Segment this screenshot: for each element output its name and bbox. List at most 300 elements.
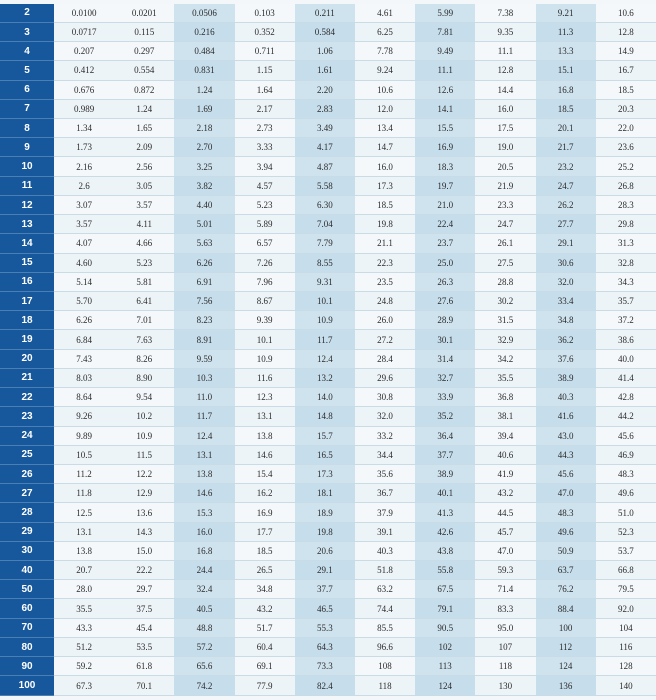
critical-value-cell: 16.0 — [355, 157, 415, 176]
critical-value-cell: 32.0 — [355, 407, 415, 426]
critical-value-cell: 9.21 — [536, 4, 596, 22]
critical-value-cell: 13.8 — [54, 541, 114, 560]
critical-value-cell: 42.6 — [415, 522, 475, 541]
critical-value-cell: 0.0100 — [54, 4, 114, 22]
critical-value-cell: 28.9 — [415, 311, 475, 330]
critical-value-cell: 32.8 — [596, 253, 656, 272]
critical-value-cell: 65.6 — [174, 657, 234, 676]
critical-value-cell: 112 — [536, 637, 596, 656]
critical-value-cell: 71.4 — [475, 580, 535, 599]
degrees-of-freedom-cell: 4 — [0, 42, 54, 61]
critical-value-cell: 42.8 — [596, 388, 656, 407]
critical-value-cell: 14.6 — [235, 445, 295, 464]
critical-value-cell: 7.56 — [174, 291, 234, 310]
critical-value-cell: 136 — [536, 676, 596, 696]
critical-value-cell: 59.3 — [475, 561, 535, 580]
critical-value-cell: 37.7 — [295, 580, 355, 599]
critical-value-cell: 92.0 — [596, 599, 656, 618]
critical-value-cell: 14.1 — [415, 99, 475, 118]
critical-value-cell: 22.0 — [596, 119, 656, 138]
degrees-of-freedom-cell: 20 — [0, 349, 54, 368]
critical-value-cell: 16.8 — [174, 541, 234, 560]
table-row — [0, 272, 656, 291]
critical-value-cell: 4.17 — [295, 138, 355, 157]
critical-value-cell: 36.7 — [355, 484, 415, 503]
table-row — [0, 42, 656, 61]
critical-value-cell: 5.23 — [235, 195, 295, 214]
critical-value-cell: 74.2 — [174, 676, 234, 696]
critical-value-cell: 7.63 — [114, 330, 174, 349]
degrees-of-freedom-cell: 28 — [0, 503, 54, 522]
critical-value-cell: 22.2 — [114, 561, 174, 580]
critical-value-cell: 16.8 — [536, 80, 596, 99]
critical-value-cell: 13.8 — [174, 464, 234, 483]
table-row — [0, 407, 656, 426]
critical-value-cell: 18.3 — [415, 157, 475, 176]
critical-value-cell: 43.0 — [536, 426, 596, 445]
critical-value-cell: 37.9 — [355, 503, 415, 522]
table-row — [0, 119, 656, 138]
critical-value-cell: 79.1 — [415, 599, 475, 618]
degrees-of-freedom-cell: 22 — [0, 388, 54, 407]
critical-value-cell: 13.1 — [174, 445, 234, 464]
critical-value-cell: 27.2 — [355, 330, 415, 349]
critical-value-cell: 88.4 — [536, 599, 596, 618]
table-row — [0, 99, 656, 118]
critical-value-cell: 0.0717 — [54, 22, 114, 41]
critical-value-cell: 27.7 — [536, 215, 596, 234]
critical-value-cell: 17.3 — [295, 464, 355, 483]
critical-value-cell: 19.0 — [475, 138, 535, 157]
critical-value-cell: 0.207 — [54, 42, 114, 61]
critical-value-cell: 9.24 — [355, 61, 415, 80]
table-row — [0, 484, 656, 503]
critical-value-cell: 9.54 — [114, 388, 174, 407]
critical-value-cell: 37.5 — [114, 599, 174, 618]
critical-value-cell: 0.872 — [114, 80, 174, 99]
critical-value-cell: 13.8 — [235, 426, 295, 445]
critical-value-cell: 16.0 — [475, 99, 535, 118]
critical-value-cell: 30.8 — [355, 388, 415, 407]
critical-value-cell: 12.4 — [174, 426, 234, 445]
critical-value-cell: 95.0 — [475, 618, 535, 637]
critical-value-cell: 44.5 — [475, 503, 535, 522]
critical-value-cell: 32.9 — [475, 330, 535, 349]
critical-value-cell: 0.211 — [295, 4, 355, 22]
critical-value-cell: 8.91 — [174, 330, 234, 349]
critical-value-cell: 43.2 — [475, 484, 535, 503]
critical-value-cell: 26.3 — [415, 272, 475, 291]
critical-value-cell: 11.1 — [415, 61, 475, 80]
critical-value-cell: 5.99 — [415, 4, 475, 22]
critical-value-cell: 15.7 — [295, 426, 355, 445]
table-row — [0, 22, 656, 41]
critical-value-cell: 40.3 — [536, 388, 596, 407]
critical-value-cell: 37.7 — [415, 445, 475, 464]
degrees-of-freedom-cell: 70 — [0, 618, 54, 637]
critical-value-cell: 5.01 — [174, 215, 234, 234]
critical-value-cell: 64.3 — [295, 637, 355, 656]
table-row — [0, 157, 656, 176]
critical-value-cell: 23.3 — [475, 195, 535, 214]
critical-value-cell: 26.0 — [355, 311, 415, 330]
critical-value-cell: 30.2 — [475, 291, 535, 310]
critical-value-cell: 9.59 — [174, 349, 234, 368]
critical-value-cell: 26.5 — [235, 561, 295, 580]
degrees-of-freedom-cell: 10 — [0, 157, 54, 176]
degrees-of-freedom-cell: 27 — [0, 484, 54, 503]
critical-value-cell: 49.6 — [536, 522, 596, 541]
critical-value-cell: 57.2 — [174, 637, 234, 656]
critical-value-cell: 2.6 — [54, 176, 114, 195]
critical-value-cell: 11.2 — [54, 464, 114, 483]
critical-value-cell: 5.14 — [54, 272, 114, 291]
critical-value-cell: 14.8 — [295, 407, 355, 426]
critical-value-cell: 34.8 — [235, 580, 295, 599]
critical-value-cell: 11.7 — [174, 407, 234, 426]
critical-value-cell: 34.4 — [355, 445, 415, 464]
critical-value-cell: 26.1 — [475, 234, 535, 253]
critical-value-cell: 3.07 — [54, 195, 114, 214]
critical-value-cell: 14.9 — [596, 42, 656, 61]
critical-value-cell: 4.11 — [114, 215, 174, 234]
critical-value-cell: 69.1 — [235, 657, 295, 676]
critical-value-cell: 24.8 — [355, 291, 415, 310]
critical-value-cell: 14.0 — [295, 388, 355, 407]
critical-value-cell: 0.103 — [235, 4, 295, 22]
degrees-of-freedom-cell: 50 — [0, 580, 54, 599]
critical-value-cell: 0.297 — [114, 42, 174, 61]
critical-value-cell: 12.5 — [54, 503, 114, 522]
critical-value-cell: 40.5 — [174, 599, 234, 618]
critical-value-cell: 4.60 — [54, 253, 114, 272]
table-row — [0, 311, 656, 330]
critical-value-cell: 46.5 — [295, 599, 355, 618]
critical-value-cell: 15.5 — [415, 119, 475, 138]
critical-value-cell: 10.1 — [235, 330, 295, 349]
critical-value-cell: 41.9 — [475, 464, 535, 483]
critical-value-cell: 39.4 — [475, 426, 535, 445]
critical-value-cell: 118 — [355, 676, 415, 696]
degrees-of-freedom-cell: 80 — [0, 637, 54, 656]
critical-value-cell: 49.6 — [596, 484, 656, 503]
critical-value-cell: 7.04 — [295, 215, 355, 234]
critical-value-cell: 26.2 — [536, 195, 596, 214]
critical-value-cell: 11.6 — [235, 368, 295, 387]
critical-value-cell: 1.69 — [174, 99, 234, 118]
critical-value-cell: 2.73 — [235, 119, 295, 138]
critical-value-cell: 51.2 — [54, 637, 114, 656]
critical-value-cell: 13.1 — [54, 522, 114, 541]
critical-value-cell: 0.216 — [174, 22, 234, 41]
critical-value-cell: 10.3 — [174, 368, 234, 387]
table-row — [0, 503, 656, 522]
table-row — [0, 541, 656, 560]
table-body — [0, 4, 656, 696]
critical-value-cell: 70.1 — [114, 676, 174, 696]
critical-value-cell: 107 — [475, 637, 535, 656]
critical-value-cell: 4.40 — [174, 195, 234, 214]
critical-value-cell: 15.4 — [235, 464, 295, 483]
critical-value-cell: 3.49 — [295, 119, 355, 138]
degrees-of-freedom-cell: 25 — [0, 445, 54, 464]
critical-value-cell: 0.676 — [54, 80, 114, 99]
critical-value-cell: 73.3 — [295, 657, 355, 676]
critical-value-cell: 6.26 — [54, 311, 114, 330]
critical-value-cell: 24.7 — [475, 215, 535, 234]
critical-value-cell: 21.1 — [355, 234, 415, 253]
critical-value-cell: 13.2 — [295, 368, 355, 387]
table-row — [0, 426, 656, 445]
critical-value-cell: 23.6 — [596, 138, 656, 157]
degrees-of-freedom-cell: 12 — [0, 195, 54, 214]
critical-value-cell: 20.3 — [596, 99, 656, 118]
critical-value-cell: 43.8 — [415, 541, 475, 560]
critical-value-cell: 7.38 — [475, 4, 535, 22]
critical-value-cell: 19.8 — [295, 522, 355, 541]
table-row — [0, 522, 656, 541]
critical-value-cell: 96.6 — [355, 637, 415, 656]
critical-value-cell: 15.3 — [174, 503, 234, 522]
critical-value-cell: 35.5 — [54, 599, 114, 618]
critical-value-cell: 10.9 — [295, 311, 355, 330]
critical-value-cell: 47.0 — [475, 541, 535, 560]
critical-value-cell: 11.5 — [114, 445, 174, 464]
critical-value-cell: 19.8 — [355, 215, 415, 234]
critical-value-cell: 10.1 — [295, 291, 355, 310]
table-row — [0, 291, 656, 310]
critical-value-cell: 25.2 — [596, 157, 656, 176]
critical-value-cell: 36.4 — [415, 426, 475, 445]
critical-value-cell: 7.78 — [355, 42, 415, 61]
critical-value-cell: 25.0 — [415, 253, 475, 272]
critical-value-cell: 124 — [536, 657, 596, 676]
critical-value-cell: 8.23 — [174, 311, 234, 330]
critical-value-cell: 3.82 — [174, 176, 234, 195]
critical-value-cell: 4.87 — [295, 157, 355, 176]
critical-value-cell: 32.7 — [415, 368, 475, 387]
critical-value-cell: 10.2 — [114, 407, 174, 426]
critical-value-cell: 2.16 — [54, 157, 114, 176]
critical-value-cell: 10.6 — [355, 80, 415, 99]
degrees-of-freedom-cell: 21 — [0, 368, 54, 387]
chi-square-critical-values-table — [0, 4, 656, 696]
degrees-of-freedom-cell: 23 — [0, 407, 54, 426]
critical-value-cell: 13.4 — [355, 119, 415, 138]
critical-value-cell: 48.8 — [174, 618, 234, 637]
degrees-of-freedom-cell: 26 — [0, 464, 54, 483]
critical-value-cell: 23.2 — [536, 157, 596, 176]
critical-value-cell: 2.70 — [174, 138, 234, 157]
table-row — [0, 580, 656, 599]
critical-value-cell: 21.0 — [415, 195, 475, 214]
critical-value-cell: 1.24 — [114, 99, 174, 118]
critical-value-cell: 12.0 — [355, 99, 415, 118]
critical-value-cell: 83.3 — [475, 599, 535, 618]
critical-value-cell: 21.9 — [475, 176, 535, 195]
table-row — [0, 657, 656, 676]
critical-value-cell: 32.4 — [174, 580, 234, 599]
critical-value-cell: 24.4 — [174, 561, 234, 580]
critical-value-cell: 51.0 — [596, 503, 656, 522]
critical-value-cell: 6.25 — [355, 22, 415, 41]
critical-value-cell: 55.8 — [415, 561, 475, 580]
critical-value-cell: 37.6 — [536, 349, 596, 368]
critical-value-cell: 7.81 — [415, 22, 475, 41]
critical-value-cell: 20.1 — [536, 119, 596, 138]
critical-value-cell: 8.64 — [54, 388, 114, 407]
critical-value-cell: 35.5 — [475, 368, 535, 387]
table-row — [0, 138, 656, 157]
critical-value-cell: 18.5 — [596, 80, 656, 99]
critical-value-cell: 10.9 — [114, 426, 174, 445]
critical-value-cell: 53.5 — [114, 637, 174, 656]
critical-value-cell: 16.0 — [174, 522, 234, 541]
critical-value-cell: 13.6 — [114, 503, 174, 522]
critical-value-cell: 0.0506 — [174, 4, 234, 22]
critical-value-cell: 1.64 — [235, 80, 295, 99]
degrees-of-freedom-cell: 3 — [0, 22, 54, 41]
degrees-of-freedom-cell: 6 — [0, 80, 54, 99]
critical-value-cell: 63.7 — [536, 561, 596, 580]
critical-value-cell: 102 — [415, 637, 475, 656]
critical-value-cell: 35.6 — [355, 464, 415, 483]
critical-value-cell: 38.1 — [475, 407, 535, 426]
critical-value-cell: 30.6 — [536, 253, 596, 272]
critical-value-cell: 38.6 — [596, 330, 656, 349]
table-row — [0, 234, 656, 253]
critical-value-cell: 12.2 — [114, 464, 174, 483]
critical-value-cell: 60.4 — [235, 637, 295, 656]
critical-value-cell: 104 — [596, 618, 656, 637]
degrees-of-freedom-cell: 16 — [0, 272, 54, 291]
critical-value-cell: 12.8 — [596, 22, 656, 41]
degrees-of-freedom-cell: 40 — [0, 561, 54, 580]
critical-value-cell: 40.1 — [415, 484, 475, 503]
critical-value-cell: 0.711 — [235, 42, 295, 61]
critical-value-cell: 12.9 — [114, 484, 174, 503]
critical-value-cell: 13.3 — [536, 42, 596, 61]
critical-value-cell: 76.2 — [536, 580, 596, 599]
critical-value-cell: 43.2 — [235, 599, 295, 618]
critical-value-cell: 12.8 — [475, 61, 535, 80]
critical-value-cell: 55.3 — [295, 618, 355, 637]
critical-value-cell: 63.2 — [355, 580, 415, 599]
critical-value-cell: 33.4 — [536, 291, 596, 310]
critical-value-cell: 8.03 — [54, 368, 114, 387]
critical-value-cell: 51.8 — [355, 561, 415, 580]
critical-value-cell: 128 — [596, 657, 656, 676]
critical-value-cell: 4.61 — [355, 4, 415, 22]
critical-value-cell: 5.23 — [114, 253, 174, 272]
critical-value-cell: 5.70 — [54, 291, 114, 310]
degrees-of-freedom-cell: 5 — [0, 61, 54, 80]
table-row — [0, 599, 656, 618]
critical-value-cell: 34.2 — [475, 349, 535, 368]
critical-value-cell: 11.1 — [475, 42, 535, 61]
critical-value-cell: 11.0 — [174, 388, 234, 407]
critical-value-cell: 28.8 — [475, 272, 535, 291]
critical-value-cell: 40.0 — [596, 349, 656, 368]
table-row — [0, 676, 656, 696]
critical-value-cell: 5.89 — [235, 215, 295, 234]
critical-value-cell: 18.5 — [235, 541, 295, 560]
critical-value-cell: 1.06 — [295, 42, 355, 61]
critical-value-cell: 43.3 — [54, 618, 114, 637]
critical-value-cell: 3.25 — [174, 157, 234, 176]
critical-value-cell: 47.0 — [536, 484, 596, 503]
critical-value-cell: 24.7 — [536, 176, 596, 195]
table-row — [0, 368, 656, 387]
degrees-of-freedom-cell: 13 — [0, 215, 54, 234]
degrees-of-freedom-cell: 7 — [0, 99, 54, 118]
degrees-of-freedom-cell: 60 — [0, 599, 54, 618]
critical-value-cell: 7.96 — [235, 272, 295, 291]
table-row — [0, 349, 656, 368]
critical-value-cell: 8.90 — [114, 368, 174, 387]
critical-value-cell: 4.57 — [235, 176, 295, 195]
critical-value-cell: 38.9 — [415, 464, 475, 483]
critical-value-cell: 33.9 — [415, 388, 475, 407]
critical-value-cell: 77.9 — [235, 676, 295, 696]
critical-value-cell: 29.7 — [114, 580, 174, 599]
critical-value-cell: 51.7 — [235, 618, 295, 637]
table-row — [0, 195, 656, 214]
critical-value-cell: 45.4 — [114, 618, 174, 637]
degrees-of-freedom-cell: 8 — [0, 119, 54, 138]
critical-value-cell: 16.9 — [235, 503, 295, 522]
critical-value-cell: 45.7 — [475, 522, 535, 541]
critical-value-cell: 116 — [596, 637, 656, 656]
critical-value-cell: 5.63 — [174, 234, 234, 253]
critical-value-cell: 108 — [355, 657, 415, 676]
table-row — [0, 618, 656, 637]
critical-value-cell: 15.1 — [536, 61, 596, 80]
table-row — [0, 330, 656, 349]
critical-value-cell: 17.7 — [235, 522, 295, 541]
critical-value-cell: 1.73 — [54, 138, 114, 157]
critical-value-cell: 23.5 — [355, 272, 415, 291]
critical-value-cell: 31.5 — [475, 311, 535, 330]
critical-value-cell: 90.5 — [415, 618, 475, 637]
table-row — [0, 637, 656, 656]
critical-value-cell: 36.8 — [475, 388, 535, 407]
critical-value-cell: 44.2 — [596, 407, 656, 426]
critical-value-cell: 33.2 — [355, 426, 415, 445]
critical-value-cell: 41.6 — [536, 407, 596, 426]
critical-value-cell: 4.07 — [54, 234, 114, 253]
critical-value-cell: 27.5 — [475, 253, 535, 272]
critical-value-cell: 29.6 — [355, 368, 415, 387]
critical-value-cell: 6.57 — [235, 234, 295, 253]
critical-value-cell: 0.484 — [174, 42, 234, 61]
degrees-of-freedom-cell: 30 — [0, 541, 54, 560]
critical-value-cell: 28.0 — [54, 580, 114, 599]
critical-value-cell: 74.4 — [355, 599, 415, 618]
critical-value-cell: 6.91 — [174, 272, 234, 291]
degrees-of-freedom-cell: 14 — [0, 234, 54, 253]
critical-value-cell: 36.2 — [536, 330, 596, 349]
critical-value-cell: 1.65 — [114, 119, 174, 138]
critical-value-cell: 18.5 — [355, 195, 415, 214]
critical-value-cell: 20.7 — [54, 561, 114, 580]
critical-value-cell: 0.115 — [114, 22, 174, 41]
critical-value-cell: 12.4 — [295, 349, 355, 368]
critical-value-cell: 79.5 — [596, 580, 656, 599]
critical-value-cell: 37.2 — [596, 311, 656, 330]
critical-value-cell: 26.8 — [596, 176, 656, 195]
critical-value-cell: 50.9 — [536, 541, 596, 560]
